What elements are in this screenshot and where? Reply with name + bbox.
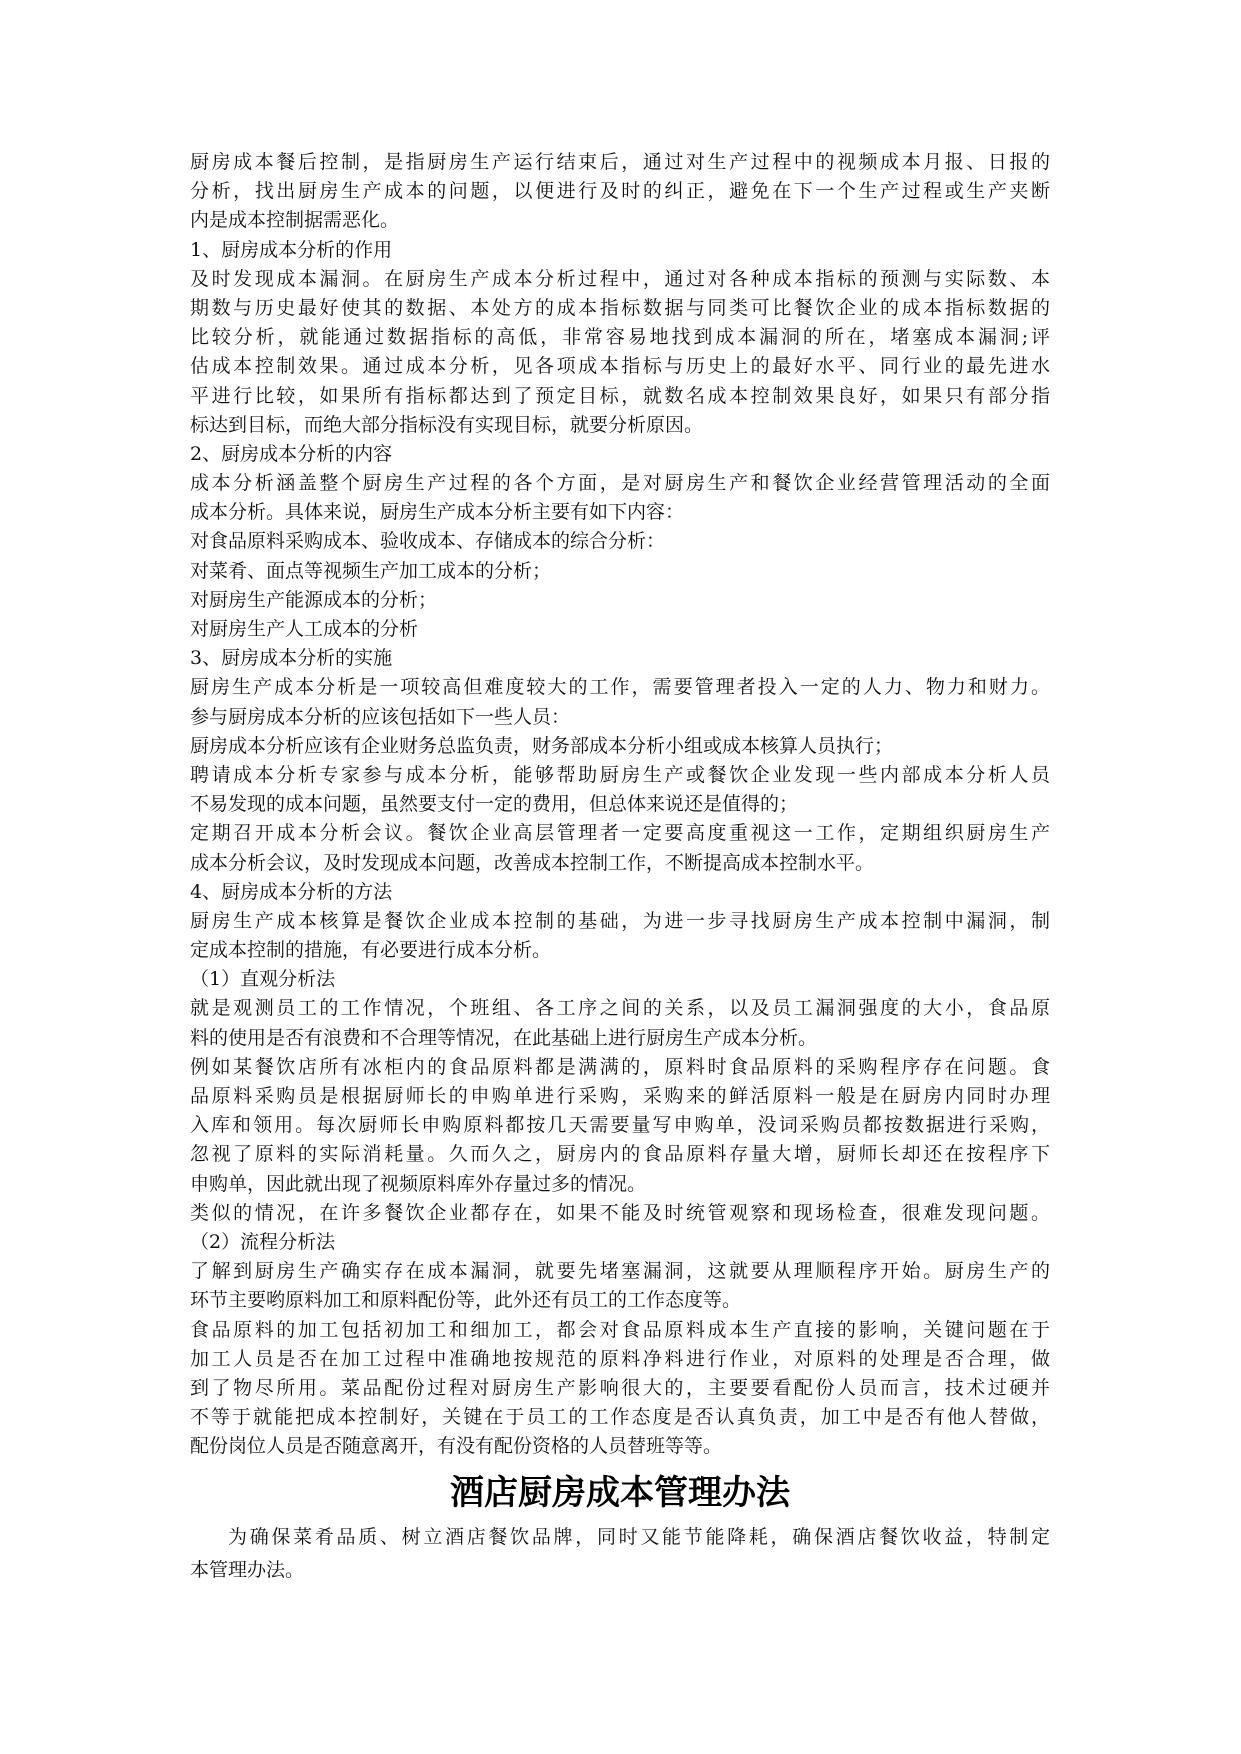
text-line: 加工人员是否在加工过程中准确地按规范的原料净料进行作业，对原料的处理是否合理，做 (190, 1347, 1050, 1370)
text-line: 定期召开成本分析会议。餐饮企业高层管理者一定要高度重视这一工作，定期组织厨房生产 (190, 822, 1050, 845)
intro-paragraph (190, 1521, 1050, 1587)
text-line: 成本分析涵盖整个厨房生产过程的各个方面，是对厨房生产和餐饮企业经营管理活动的全面 (190, 472, 1050, 495)
text-line: 申购单，因此就出现了视频原料库外存量过多的情况。 (190, 1172, 647, 1195)
text-line: 对食品原料采购成本、验收成本、存储成本的综合分析： (190, 530, 666, 553)
text-line: 对菜肴、面点等视频生产加工成本的分析； (190, 559, 552, 582)
text-line: 厨房成本餐后控制，是指厨房生产运行结束后，通过对生产过程中的视频成本月报、日报的 (190, 151, 1050, 173)
text-line: 食品原料的加工包括初加工和细加工，都会对食品原料成本生产直接的影响，关键问题在于 (190, 1318, 1050, 1341)
text-line: 聘请成本分析专家参与成本分析，能够帮助厨房生产或餐饮企业发现一些内部成本分析人员 (190, 763, 1050, 786)
text-line: 及时发现成本漏洞。在厨房生产成本分析过程中，通过对各种成本指标的预测与实际数、本 (190, 267, 1050, 290)
text-line: 4、厨房成本分析的方法 (190, 880, 393, 903)
text-line: 2、厨房成本分析的内容 (190, 442, 393, 465)
section-title: 酒店厨房成本管理办法 (450, 1473, 790, 1514)
text-line: 对厨房生产能源成本的分析； (190, 588, 438, 611)
text-line: 期数与历史最好使其的数据、本处方的成本指标数据与同类可比餐饮企业的成本指标数据的 (190, 296, 1050, 319)
text-line: 为确保菜肴品质、树立酒店餐饮品牌，同时又能节能降耗，确保酒店餐饮收益，特制定 (228, 1526, 1050, 1549)
text-line: 对厨房生产人工成本的分析 (190, 618, 419, 640)
text-line: 3、厨房成本分析的实施 (190, 647, 393, 670)
text-line: 料的使用是否有浪费和不合理等情况，在此基础上进行厨房生产成本分析。 (190, 1026, 818, 1049)
text-line: 就是观测员工的工作情况，个班组、各工序之间的关系，以及员工漏洞强度的大小，食品原 (190, 997, 1050, 1020)
text-line: 标达到目标，而绝大部分指标没有实现目标，就要分析原因。 (190, 413, 704, 436)
text-line: 类似的情况，在许多餐饮企业都存在，如果不能及时统管观察和现场检查，很难发现问题。 (190, 1201, 1050, 1224)
body-text (190, 148, 1050, 1461)
text-line: 不等于就能把成本控制好，关键在于员工的工作态度是否认真负责，加工中是否有他人替做， (190, 1406, 1050, 1429)
text-line: 厨房成本分析应该有企业财务总监负责，财务部成本分析小组或成本核算人员执行； (190, 734, 894, 757)
text-line: 定成本控制的措施，有必要进行成本分析。 (190, 939, 552, 962)
text-line: 了解到厨房生产确实存在成本漏洞，就要先堵塞漏洞，这就要从理顺程序开始。厨房生产的 (190, 1260, 1050, 1283)
text-line: 厨房生产成本分析是一项较高但难度较大的工作，需要管理者投入一定的人力、物力和财力。 (190, 676, 1050, 699)
text-line: 品原料采购员是根据厨师长的申购单进行采购，采购来的鲜活原料一般是在厨房内同时办理 (190, 1085, 1050, 1107)
text-line: 平进行比较，如果所有指标都达到了预定目标，就数名成本控制效果良好，如果只有部分指 (190, 384, 1050, 407)
text-line: 本管理办法。 (190, 1559, 305, 1582)
text-line: （1）直观分析法 (190, 968, 336, 991)
text-line: 成本分析会议，及时发现成本问题，改善成本控制工作，不断提高成本控制水平。 (190, 851, 875, 874)
text-line: 参与厨房成本分析的应该包括如下一些人员： (190, 705, 571, 728)
text-line: 不易发现的成本问题，虽然要支付一定的费用，但总体来说还是值得的； (190, 793, 799, 816)
text-line: 估成本控制效果。通过成本分析，见各项成本指标与历史上的最好水平、同行业的最先进水 (190, 355, 1050, 378)
text-line: 成本分析。具体来说，厨房生产成本分析主要有如下内容： (190, 501, 685, 524)
text-line: 配份岗位人员是否随意离开，有没有配份资格的人员替班等等。 (190, 1435, 723, 1458)
text-line: 内是成本控制据需恶化。 (190, 209, 400, 232)
text-line: 到了物尽所用。菜品配份过程对厨房生产影响很大的，主要要看配份人员而言，技术过硬并 (190, 1376, 1050, 1399)
text-line: 厨房生产成本核算是餐饮企业成本控制的基础，为进一步寻找厨房生产成本控制中漏洞，制 (190, 909, 1050, 932)
text-line: 忽视了原料的实际消耗量。久而久之，厨房内的食品原料存量大增，厨师长却还在按程序下 (190, 1143, 1050, 1166)
text-line: 环节主要哟原料加工和原料配份等，此外还有员工的工作态度等。 (190, 1289, 742, 1312)
text-line: 例如某餐饮店所有冰柜内的食品原料都是满满的，原料时食品原料的采购程序存在问题。食 (190, 1055, 1050, 1078)
text-line: 1、厨房成本分析的作用 (190, 238, 393, 261)
text-line: （2）流程分析法 (190, 1230, 336, 1253)
text-line: 比较分析，就能通过数据指标的高低，非常容易地找到成本漏洞的所在，堵塞成本漏洞;评 (190, 326, 1050, 349)
document-body (190, 148, 1050, 1587)
text-line: 入库和领用。每次厨师长申购原料都按几天需要量写申购单，没词采购员都按数据进行采购， (190, 1114, 1050, 1137)
text-line: 分析，找出厨房生产成本的问题，以便进行及时的纠正，避免在下一个生产过程或生产夹断 (190, 180, 1050, 203)
